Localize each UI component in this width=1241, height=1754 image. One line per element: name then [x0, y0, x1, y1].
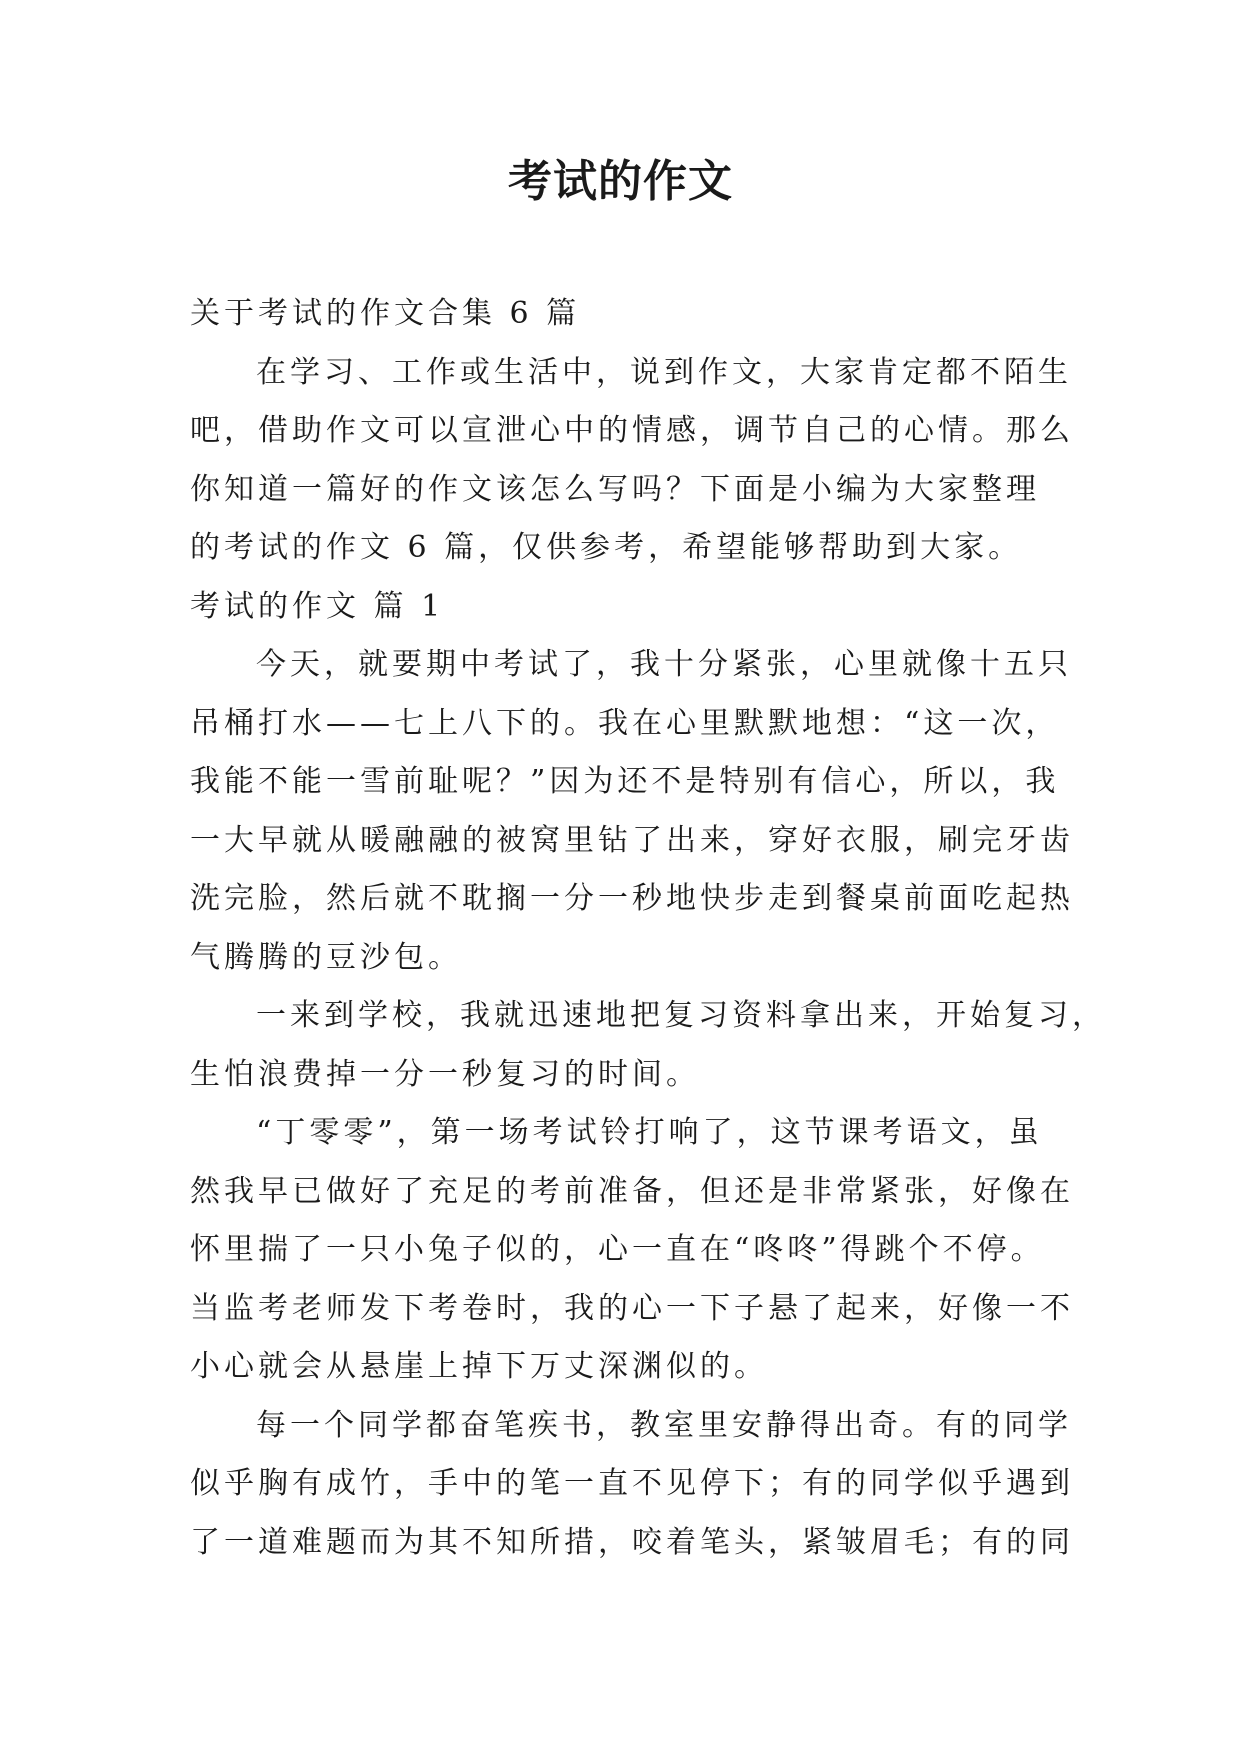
text-line: 一大早就从暖融融的被窝里钻了出来，穿好衣服，刷完牙齿	[190, 822, 1074, 858]
text-line: 然我早已做好了充足的考前准备，但还是非常紧张，好像在	[190, 1173, 1074, 1209]
text-line: 考试的作文 篇 1	[190, 588, 445, 624]
text-line: 洗完脸，然后就不耽搁一分一秒地快步走到餐桌前面吃起热	[190, 881, 1074, 916]
text-line: 生怕浪费掉一分一秒复习的时间。	[190, 1056, 700, 1092]
text-line: 关于考试的作文合集 6 篇	[190, 296, 581, 331]
text-line: 吧，借助作文可以宣泄心中的情感，调节自己的心情。那么	[190, 413, 1074, 448]
text-line: “丁零零”，第一场考试铃打响了，这节课考语文，虽	[256, 1115, 1043, 1150]
text-line: 小心就会从悬崖上掉下万丈深渊似的。	[190, 1349, 768, 1384]
text-line: 我能不能一雪前耻呢？”因为还不是特别有信心，所以，我	[190, 764, 1060, 799]
text-line: 气腾腾的豆沙包。	[190, 939, 462, 975]
text-line: 的考试的作文 6 篇，仅供参考，希望能够帮助到大家。	[190, 530, 1023, 565]
text-line: 似乎胸有成竹，手中的笔一直不见停下；有的同学似乎遇到	[190, 1466, 1074, 1501]
text-line: 吊桶打水——七上八下的。我在心里默默地想：“这一次，	[190, 705, 1060, 741]
text-line: 一来到学校，我就迅速地把复习资料拿出来，开始复习，	[256, 998, 1106, 1033]
document-body	[190, 285, 1106, 1572]
text-line: 了一道难题而为其不知所措，咬着笔头，紧皱眉毛；有的同	[190, 1524, 1074, 1560]
text-line: 今天，就要期中考试了，我十分紧张，心里就像十五只	[256, 647, 1072, 682]
document-title: 考试的作文	[508, 156, 733, 207]
text-line: 怀里揣了一只小兔子似的，心一直在“咚咚”得跳个不停。	[190, 1232, 1045, 1267]
text-line: 当监考老师发下考卷时，我的心一下子悬了起来，好像一不	[190, 1290, 1074, 1326]
text-line: 你知道一篇好的作文该怎么写吗？下面是小编为大家整理	[190, 471, 1040, 507]
text-line: 每一个同学都奋笔疾书，教室里安静得出奇。有的同学	[256, 1407, 1072, 1443]
text-line: 在学习、工作或生活中，说到作文，大家肯定都不陌生	[256, 354, 1072, 390]
